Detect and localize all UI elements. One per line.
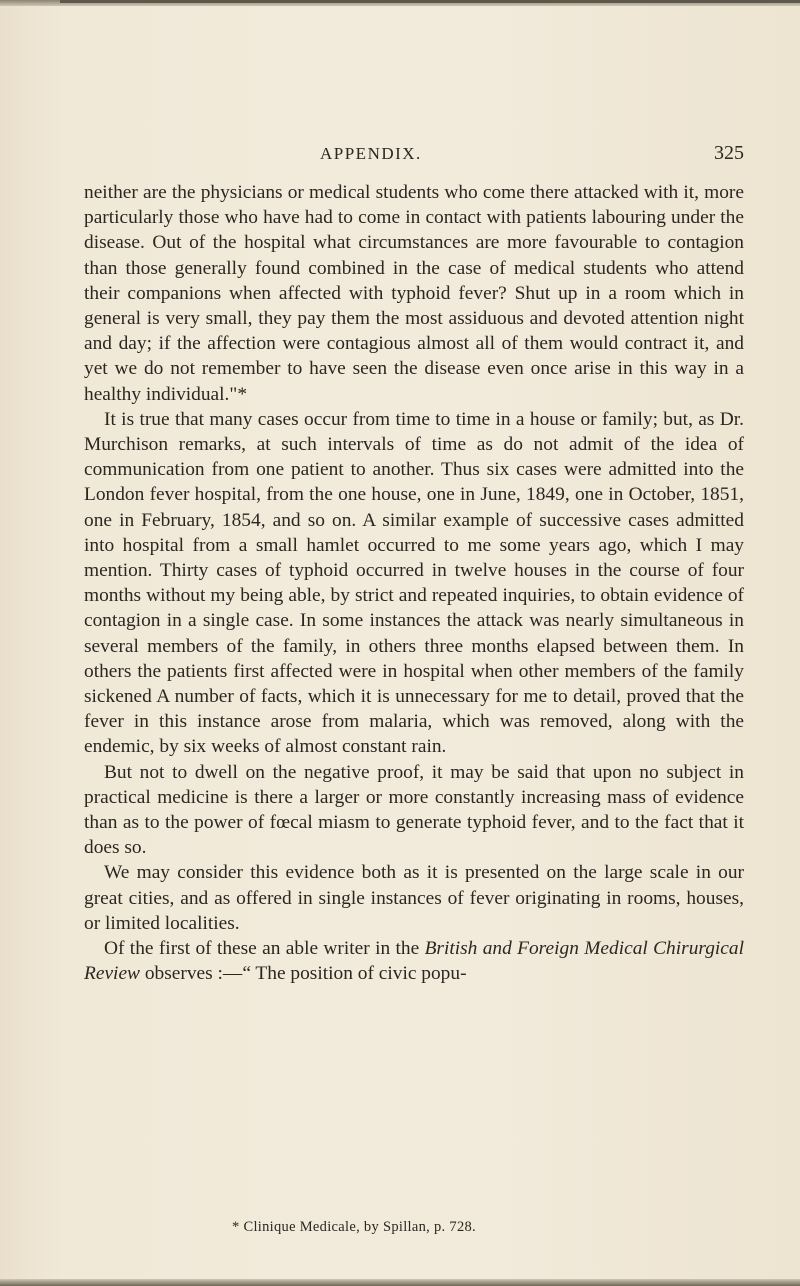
page-bottom-edge <box>0 1279 800 1286</box>
paragraph: We may consider this evidence both as it is presented on the large scale in our great cities, and as offered in single instances of fever originating in rooms, houses, or limited localities. <box>84 862 744 934</box>
page-top-border-line <box>60 0 800 3</box>
running-head <box>84 144 744 168</box>
paragraph: But not to dwell on the negative proof, it may be said that upon no subject in practical medicine is there a larger or more constantly increasing mass of evidence than as to the power of fœcal miasm to generate typhoid fever, and to the fact that it does so. <box>84 761 744 859</box>
paragraph: It is true that many cases occur from time to time in a house or family; but, as Dr. Murchison remarks, at such intervals of time as do not admit of the idea of communication from one patient to another. Thus six cases were admitted into the London fever hospital, from the one house, one in June, 1849, one in October, 1851, one in February, 1854, and so on. A similar example of successive cases admitted into hospital from a small hamlet occurred to me some years ago, which I may mention. Thirty cases of typhoid occurred in twelve houses in the course of four months without my being able, by strict and repeated inquiries, to obtain evidence of contagion in a single case. In some instances the attack was nearly simultaneous in several members of the family, in others three months elapsed between them. In others the patients first affected were in hospital when other members of the family sickened A number of facts, which it is unnecessary for me to detail, proved that the fever in this instance arose from malaria, which was removed, along with the endemic, by six weeks of almost constant rain. <box>84 408 744 758</box>
journal-title: British and Foreign Medical Chirurgical Review <box>84 938 744 985</box>
paragraph-last-start: Of the first of these an able writer in the <box>104 938 425 960</box>
running-head-title: APPENDIX. <box>320 144 422 163</box>
paragraph-last <box>84 936 744 986</box>
paragraph-last-end: observes :—“ The position of civic popu- <box>140 963 467 985</box>
page-number: 325 <box>714 142 744 164</box>
paragraph-continued: neither are the physicians or medical students who come there attacked with it, more particularly those who have had to come in contact with patients labouring under the disease. Out of the hospital what circumstances are more favourable to contagion than those generally found combined in the case of medical students who attend their companions when affected with typhoid fever? Shut up in a room which in general is very small, they pay them the most assiduous and devoted attention night and day; if the affection were contagious almost all of them would contract it, and yet we do not remember to have seen the disease even once arise in this way in a healthy individual."* <box>84 182 744 405</box>
body-text <box>84 180 744 987</box>
footnote: * Clinique Medicale, by Spillan, p. 728. <box>232 1219 476 1235</box>
